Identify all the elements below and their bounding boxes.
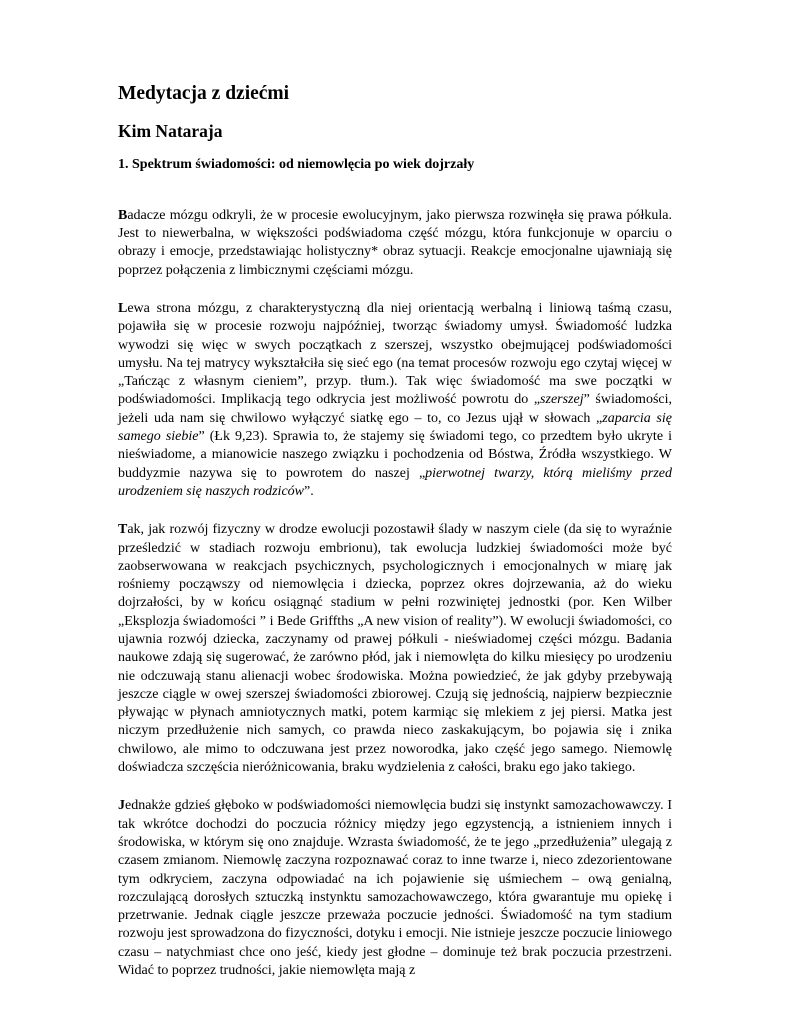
text-span: ewa strona mózgu, z charakterystyczną dla niej orientacją werbalną i liniową taśmą czasu, pojawiła się w procesie rozwoju najpóźniej, tworząc świadomy umysł. Świadomość ludzka wywodzi się więc w swych początkach z szerszej, wszystko obejmującej podświadomości umysłu. Na tej matrycy wykształciła się sieć ego (na temat procesów rozwoju ego czytaj więcej w „Tańcząc z własnym cieniem”, przyp. tłum.). Tak więc świadomość ma swe początki w podświadomości. Implikacją tego odkrycia jest możliwość powrotu do „ bbox=[118, 300, 672, 408]
section-heading: 1. Spektrum świadomości: od niemowlęcia po wiek dojrzały bbox=[118, 157, 475, 173]
text-span: ” (Łk 9,23). Sprawia to, że stajemy się świadomi tego, co przedtem było ukryte i nieświadome, a mianowicie naszego związku i pochodzenia od Bóstwa, Źródła wszystkiego. W buddyzmie nazywa się to powrotem do naszej „ bbox=[118, 429, 672, 481]
text-span: ednakże gdzieś głęboko w podświadomości niemowlęcia budzi się instynkt samozachowawczy. I tak wkrótce dochodzi do poczucia różnicy między jego egzystencją, a istnieniem innych i środowiska, w którym się ono znajduje. Wzrasta świadomość, że te jego „przedłużenia” ulegają z czasem zmianom. Niemowlę zaczyna rozpoznawać coraz to inne twarze i, nieco zdezorientowane tym odkryciem, zaczyna odpowiadać na ich pojawienie się uśmiechem – ową genialną, rozczulającą dorosłych sztuczką instynktu samozachowawczego, która gwarantuje mu opiekę i przetrwanie. Jednak ciągle jeszcze przeważa poczucie jedności. Świadomość na tym stadium rozwoju jest sprowadzona do fizyczności, dotyku i emocji. Nie istnieje jeszcze poczucie liniowego czasu – natychmiast chce ono jeść, kiedy jest głodne – dominuje też brak poczucia przestrzeni. Widać to poprzez trudności, jakie niemowlęta mają z bbox=[118, 798, 672, 979]
paragraph bbox=[118, 797, 672, 980]
body-text bbox=[118, 207, 672, 981]
document-page bbox=[118, 82, 672, 1000]
text-span: ”. bbox=[304, 483, 314, 499]
text-span: adacze mózgu odkryli, że w procesie ewolucyjnym, jako pierwsza rozwinęła się prawa półkula. Jest to niewerbalna, w większości podświadoma część mózgu, która funkcjonuje w oparciu o obrazy i emocje, przedstawiając holistyczny* obraz sytuacji. Reakcje emocjonalne ujawniają się poprzez połączenia z limbicznymi częściami mózgu. bbox=[118, 207, 672, 278]
paragraph bbox=[118, 521, 672, 777]
italic-quote: szerszej bbox=[540, 392, 584, 408]
text-span: ” świadomości, jeżeli uda nam się chwilowo wyłączyć siatkę ego – to, co Jezus ujął w słowach „ bbox=[118, 392, 672, 426]
paragraph bbox=[118, 300, 672, 501]
text-span: ak, jak rozwój fizyczny w drodze ewolucji pozostawił ślady w naszym ciele (da się to wyraźnie prześledzić w stadiach rozwoju embrionu), tak ewolucja ludzkiej świadomości może być zaobserwowana w reakcjach psychicznych, psychologicznych i emocjonalnych w miarę jak rośniemy począwszy od niemowlęcia i dziecka, poprzez okres dojrzewania, aż do wieku dojrzałości, by w końcu osiągnąć stadium w pełni rozwiniętej jednostki (por. Ken Wilber „Eksplozja świadomości ” i Bede Griffths „A new vision of reality”). W ewolucji świadomości, co ujawnia rozwój dziecka, zaczynamy od prawej półkuli - nieświadomej części mózgu. Badania naukowe zdają się sugerować, że zarówno płód, jak i niemowlęta do kilku miesięcy po urodzeniu nie odczuwają stanu alienacji wobec środowiska. Można powiedzieć, że jak gdyby przebywają jeszcze ciągle w owej szerszej świadomości zbiorowej. Czują się jednością, najpierw bezpiecznie pływając w płynach amniotycznych matki, potem karmiąc się mlekiem z jej piersi. Matka jest niczym przedłużenie nich samych, co prawda nieco zaskakującym, bo pojawia się i znika chwilowo, ale mimo to odczuwana jest przez noworodka, jako część jego samego. Niemowlę doświadcza szczęścia nieróżnicowania, braku wydzielenia z całości, braku ego jako takiego. bbox=[118, 522, 672, 776]
italic-quote: zaparcia się samego siebie bbox=[118, 410, 672, 445]
document-title: Medytacja z dziećmi bbox=[118, 83, 290, 104]
paragraph-initial: T bbox=[118, 522, 128, 538]
paragraph-initial: L bbox=[118, 300, 128, 316]
paragraph-initial: J bbox=[118, 798, 125, 814]
paragraph-initial: B bbox=[118, 207, 128, 223]
author-name: Kim Nataraja bbox=[118, 121, 223, 142]
italic-quote: pierwotnej twarzy, którą mieliśmy przed urodzeniem się naszych rodziców bbox=[118, 465, 672, 499]
paragraph bbox=[118, 207, 672, 280]
